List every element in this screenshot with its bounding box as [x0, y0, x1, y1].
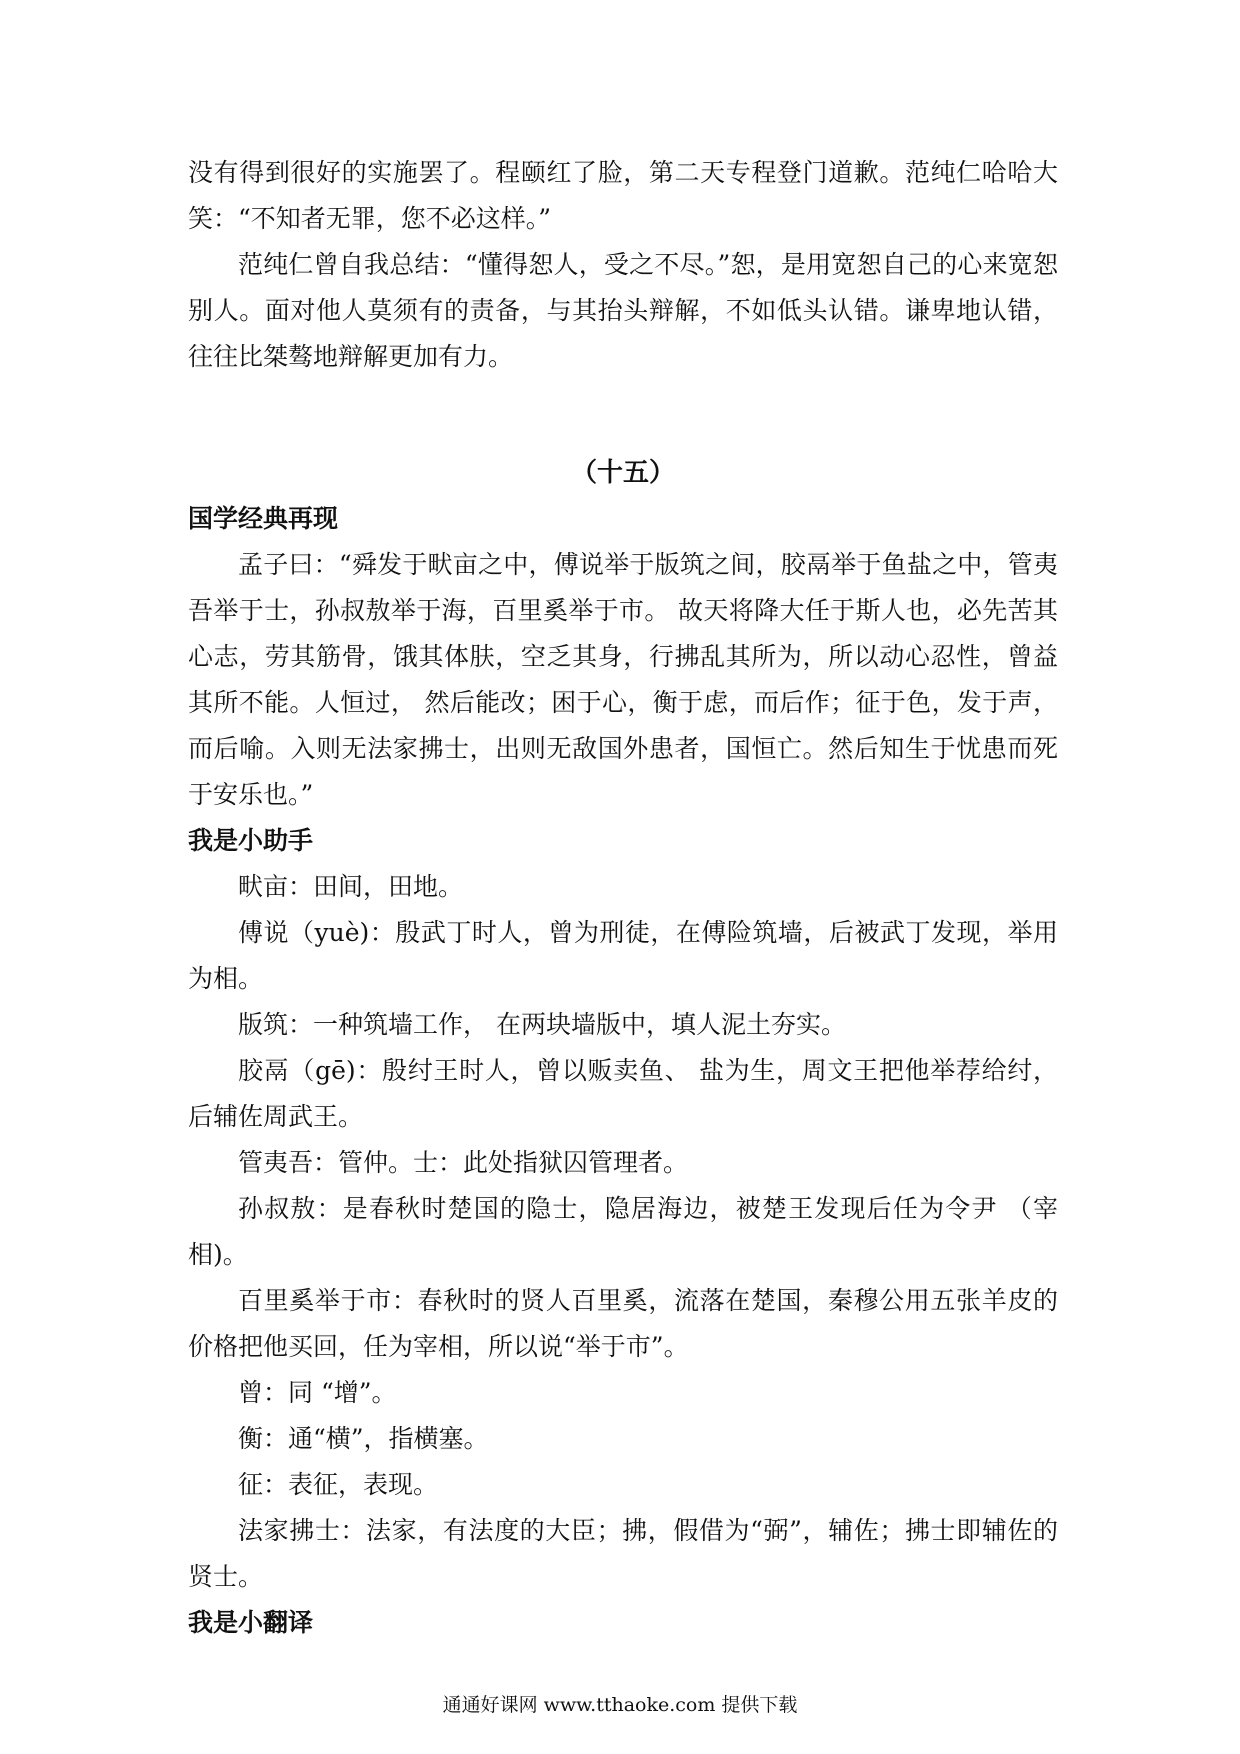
note-item: 胶鬲（gē)：殷纣王时人，曾以贩卖鱼、 盐为生，周文王把他举荐给纣，后辅佐周武王。: [188, 1056, 1058, 1131]
intro-paragraph-2: 范纯仁曾自我总结：“懂得恕人，受之不尽。”恕，是用宽恕自己的心来宽恕别人。面对他人莫须有的责备，与其抬头辩解，不如低头认错。谦卑地认错，往往比桀骜地辩解更加有力。: [188, 250, 1058, 371]
note-item: 法家拂士：法家，有法度的大臣；拂，假借为“弼”，辅佐；拂士即辅佐的贤士。: [188, 1516, 1058, 1591]
note-item: 曾：同 “增”。: [238, 1378, 397, 1407]
note-item: 版筑：一种筑墙工作， 在两块墙版中，填人泥土夯实。: [238, 1010, 846, 1039]
section-title: （十五）: [570, 458, 675, 488]
translate-heading: 我是小翻译: [188, 1608, 314, 1637]
helper-heading: 我是小助手: [188, 826, 314, 855]
note-item: 管夷吾：管仲。士：此处指狱囚管理者。: [238, 1148, 689, 1177]
note-item: 百里奚举于市：春秋时的贤人百里奚，流落在楚国，秦穆公用五张羊皮的价格把他买回，任为宰相，所以说“举于市”。: [188, 1286, 1058, 1361]
note-item: 征：表征，表现。: [238, 1470, 439, 1499]
note-item: 傅说（yuè)：殷武丁时人，曾为刑徒，在傅险筑墙，后被武丁发现，举用为相。: [188, 918, 1058, 993]
intro-paragraph-1: 没有得到很好的实施罢了。程颐红了脸，第二天专程登门道歉。范纯仁哈哈大笑：“不知者无罪，您不必这样。”: [188, 158, 1058, 233]
page-footer: 通通好课网 www.tthaoke.com 提供下载: [442, 1694, 798, 1716]
classic-text: 孟子曰：“舜发于畎亩之中，傅说举于版筑之间，胶鬲举于鱼盐之中，管夷吾举于士，孙叔敖举于海，百里奚举于市。 故天将降大任于斯人也，必先苦其心志，劳其筋骨，饿其体肤，空乏其身，行拂乱其所为，所以动心忍性，曾益其所不能。人恒过， 然后能改；困于心，衡于虑，而后作；征于色，发于声，而后喻。入则无法家拂士，出则无敌国外患者，国恒亡。然后知生于忧患而死于安乐也。”: [188, 550, 1058, 809]
classic-heading: 国学经典再现: [188, 504, 339, 533]
note-item: 衡：通“横”，指横塞。: [238, 1424, 489, 1453]
note-item: 孙叔敖：是春秋时楚国的隐士，隐居海边，被楚王发现后任为令尹 （宰相)。: [188, 1194, 1058, 1269]
note-item: 畎亩：田间，田地。: [238, 872, 464, 901]
document-body: [188, 150, 1058, 1646]
